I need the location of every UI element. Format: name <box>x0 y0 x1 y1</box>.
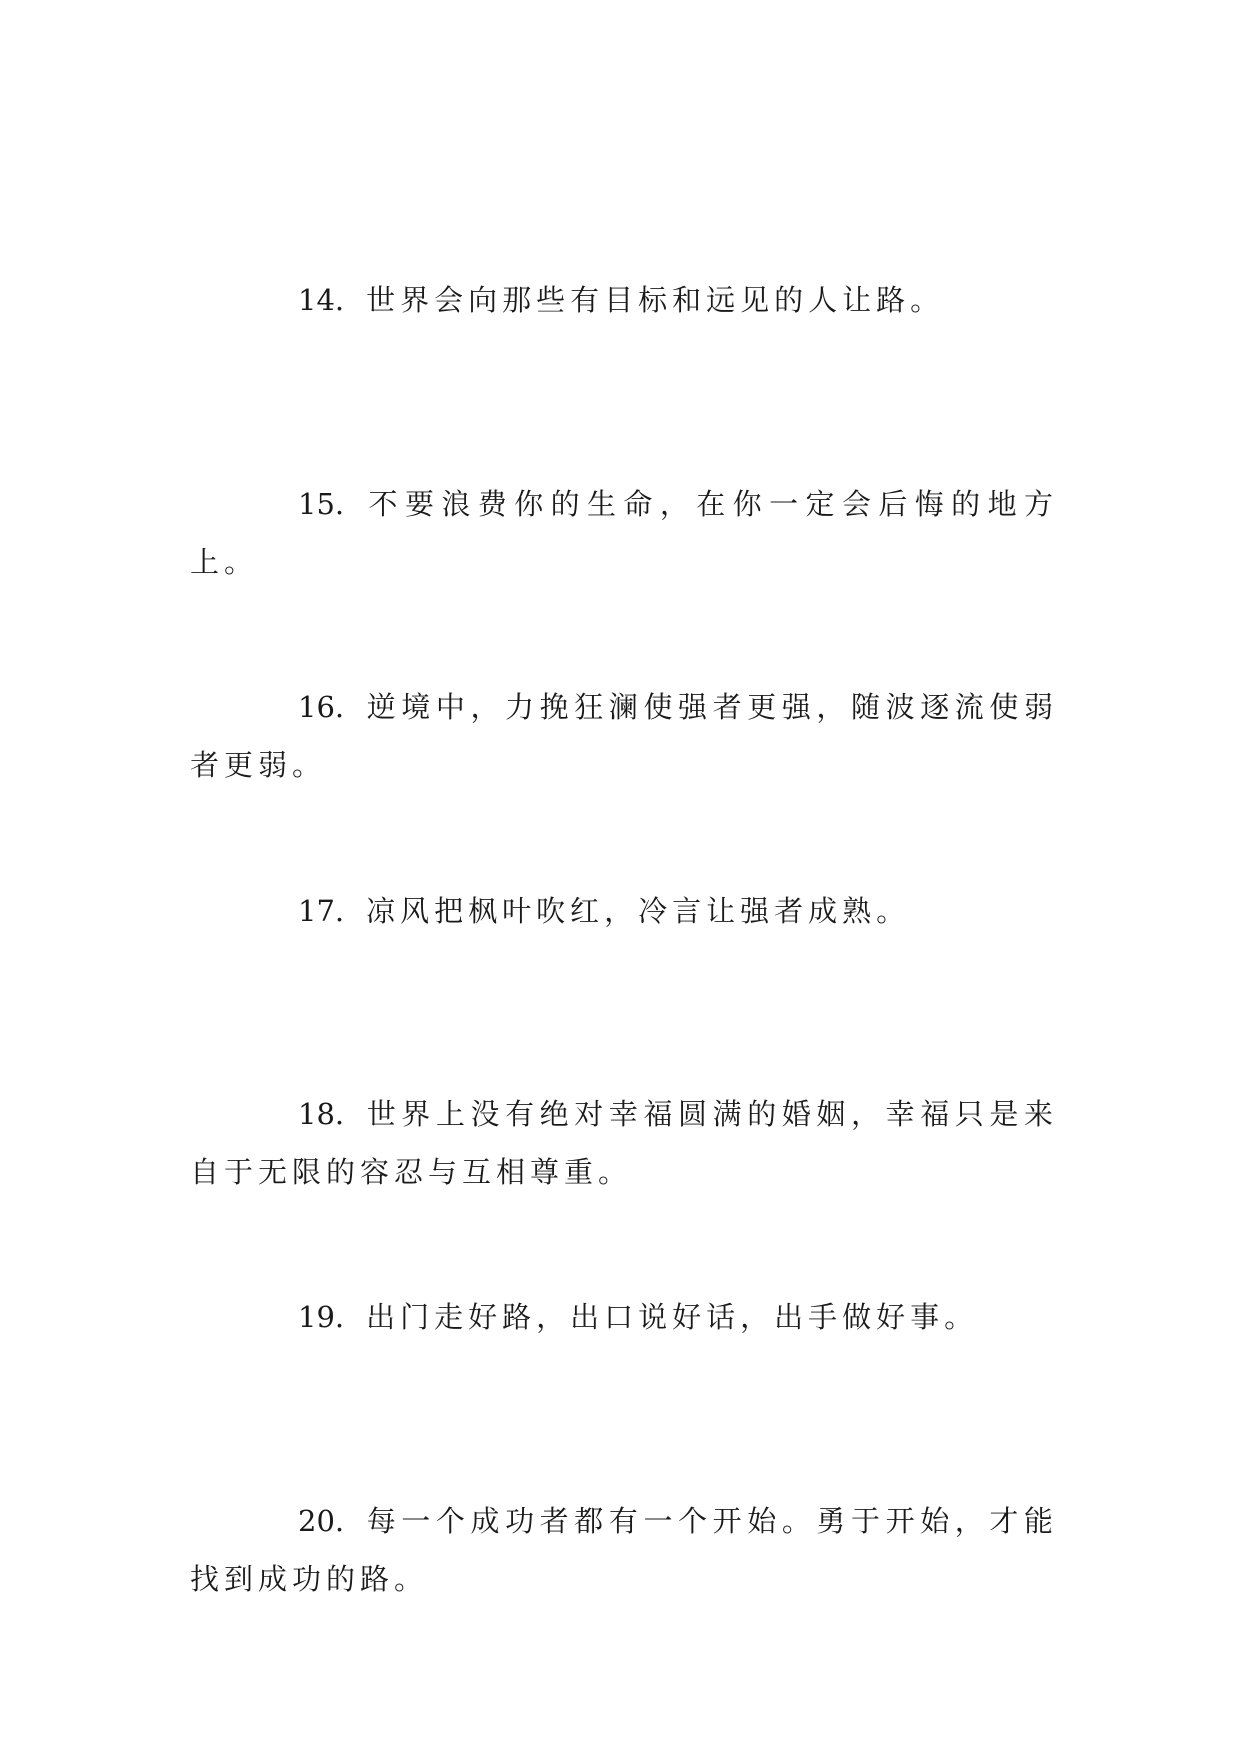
item-text: 逆境中，力挽狂澜使强者更强，随波逐流使弱者更弱。 <box>190 690 1058 782</box>
item-text: 不要浪费你的生命，在你一定会后悔的地方上。 <box>190 487 1058 579</box>
item-text: 出门走好路，出口说好话，出手做好事。 <box>366 1300 979 1334</box>
item-number: 15. <box>298 487 345 521</box>
item-text: 凉风把枫叶吹红，冷言让强者成熟。 <box>366 894 911 928</box>
item-number: 19. <box>298 1300 345 1334</box>
list-item <box>190 271 1058 329</box>
list-item <box>190 1085 1058 1201</box>
item-number: 17. <box>298 894 345 928</box>
item-text: 每一个成功者都有一个开始。勇于开始，才能找到成功的路。 <box>190 1504 1058 1596</box>
list-item <box>190 678 1058 794</box>
item-number: 18. <box>298 1097 345 1131</box>
list-item <box>190 1288 1058 1346</box>
item-text: 世界上没有绝对幸福圆满的婚姻，幸福只是来自于无限的容忍与互相尊重。 <box>190 1097 1058 1189</box>
item-number: 14. <box>298 283 345 317</box>
list-item <box>190 1492 1058 1608</box>
item-number: 20. <box>298 1504 345 1538</box>
list-item <box>190 882 1058 940</box>
item-number: 16. <box>298 690 345 724</box>
item-text: 世界会向那些有目标和远见的人让路。 <box>366 283 945 317</box>
list-item <box>190 475 1058 591</box>
